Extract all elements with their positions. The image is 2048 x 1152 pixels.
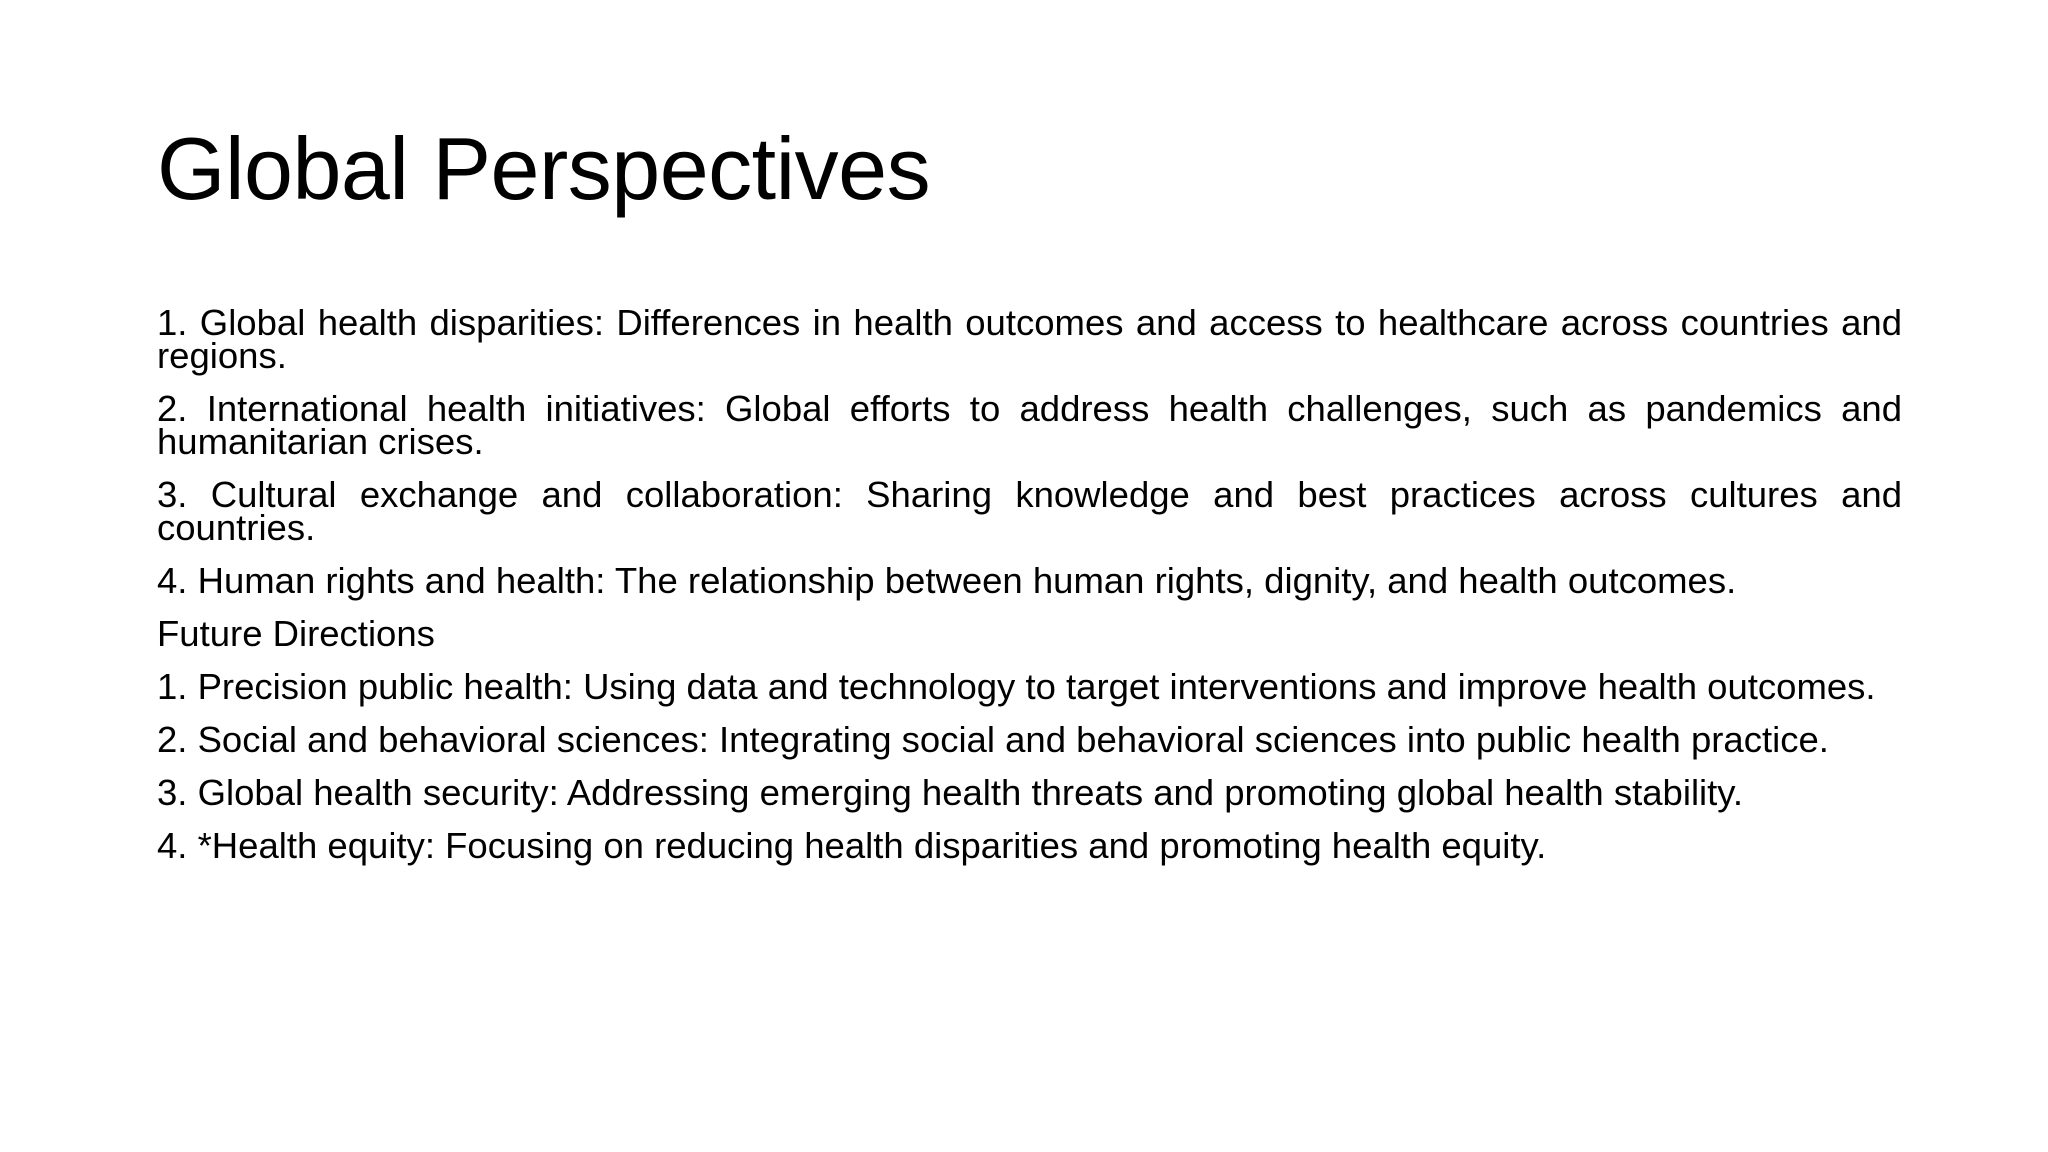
paragraph-global-health-disparities: 1. Global health disparities: Differences in health outcomes and access to healthcare across countries and regions.	[157, 302, 1902, 376]
paragraph-health-equity: 4. *Health equity: Focusing on reducing health disparities and promoting health equity.	[157, 825, 1547, 866]
slide-body	[157, 302, 1902, 882]
paragraph-social-behavioral-sciences: 2. Social and behavioral sciences: Integrating social and behavioral sciences into public health practice.	[157, 719, 1829, 760]
paragraph-cultural-exchange: 3. Cultural exchange and collaboration: Sharing knowledge and best practices across cultures and countries.	[157, 474, 1902, 548]
paragraph-international-health-initiatives: 2. International health initiatives: Global efforts to address health challenges, such as pandemics and humanitarian crises.	[157, 388, 1902, 462]
paragraph-global-health-security: 3. Global health security: Addressing emerging health threats and promoting global health stability.	[157, 772, 1743, 813]
slide-title: Global Perspectives	[157, 119, 931, 218]
paragraph-precision-public-health: 1. Precision public health: Using data and technology to target interventions and improve health outcomes.	[157, 666, 1876, 707]
paragraph-human-rights-and-health: 4. Human rights and health: The relationship between human rights, dignity, and health outcomes.	[157, 560, 1737, 601]
section-heading-future-directions: Future Directions	[157, 613, 435, 654]
